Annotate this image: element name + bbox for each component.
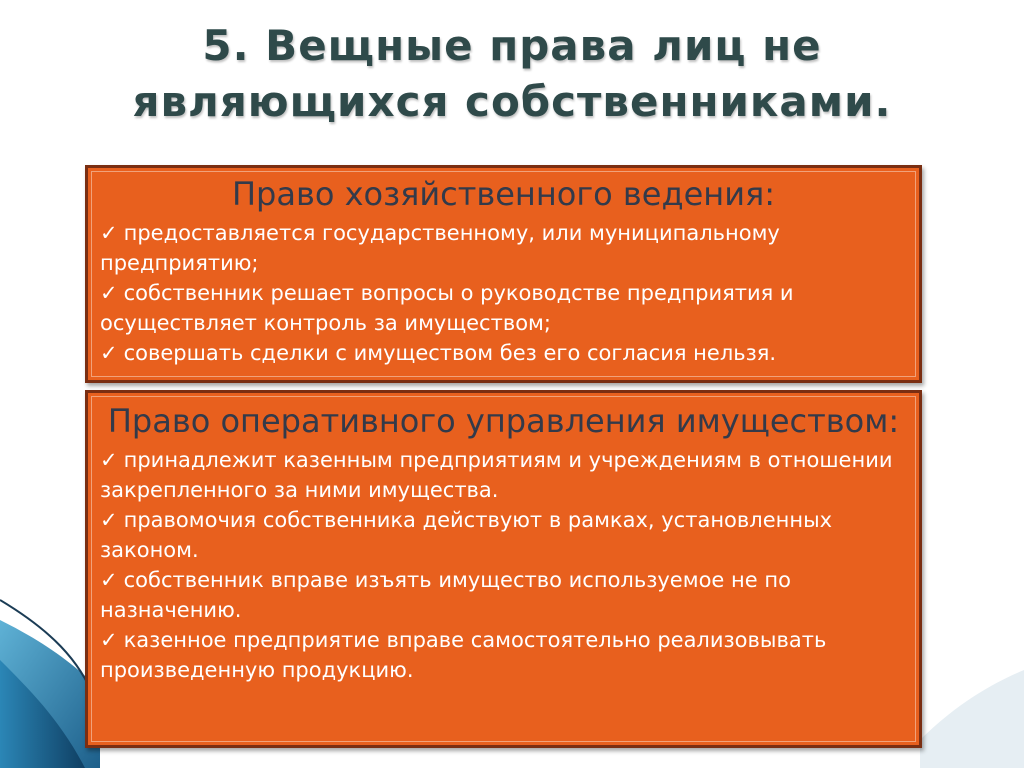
list-item-text: собственник решает вопросы о руководстве предприятия и осуществляет контроль за имуществом; <box>100 281 794 335</box>
list-item <box>100 505 907 565</box>
list-item-text: казенное предприятие вправе самостоятельно реализовывать произведенную продукцию. <box>100 628 827 682</box>
checkmark-icon: ✓ <box>100 568 118 592</box>
checkmark-icon: ✓ <box>100 628 118 652</box>
bullet-list <box>100 445 907 685</box>
box-heading: Право хозяйственного ведения: <box>231 175 776 213</box>
checkmark-icon: ✓ <box>100 508 118 532</box>
bullet-list <box>100 218 907 368</box>
list-item-text: принадлежит казенным предприятиям и учреждениям в отношении закрепленного за ними имущества. <box>100 448 893 502</box>
list-item-text: правомочия собственника действуют в рамках, установленных законом. <box>100 508 833 562</box>
list-item <box>100 338 907 368</box>
list-item-text: совершать сделки с имуществом без его согласия нельзя. <box>123 341 777 365</box>
list-item <box>100 218 907 278</box>
list-item <box>100 445 907 505</box>
list-item-text: предоставляется государственному, или муниципальному предприятию; <box>100 221 780 275</box>
list-item <box>100 278 907 338</box>
checkmark-icon: ✓ <box>100 221 118 245</box>
economic-management-box <box>85 165 922 383</box>
checkmark-icon: ✓ <box>100 341 118 365</box>
box-heading: Право оперативного управления имуществом: <box>107 402 900 440</box>
list-item-text: собственник вправе изъять имущество используемое не по назначению. <box>100 568 791 622</box>
list-item <box>100 625 907 685</box>
checkmark-icon: ✓ <box>100 448 118 472</box>
list-item <box>100 565 907 625</box>
slide-title: 5. Вещные права лиц не являющихся собственниками. <box>132 21 892 126</box>
operational-management-box <box>85 390 922 748</box>
checkmark-icon: ✓ <box>100 281 118 305</box>
light-wave-shape <box>920 670 1024 768</box>
